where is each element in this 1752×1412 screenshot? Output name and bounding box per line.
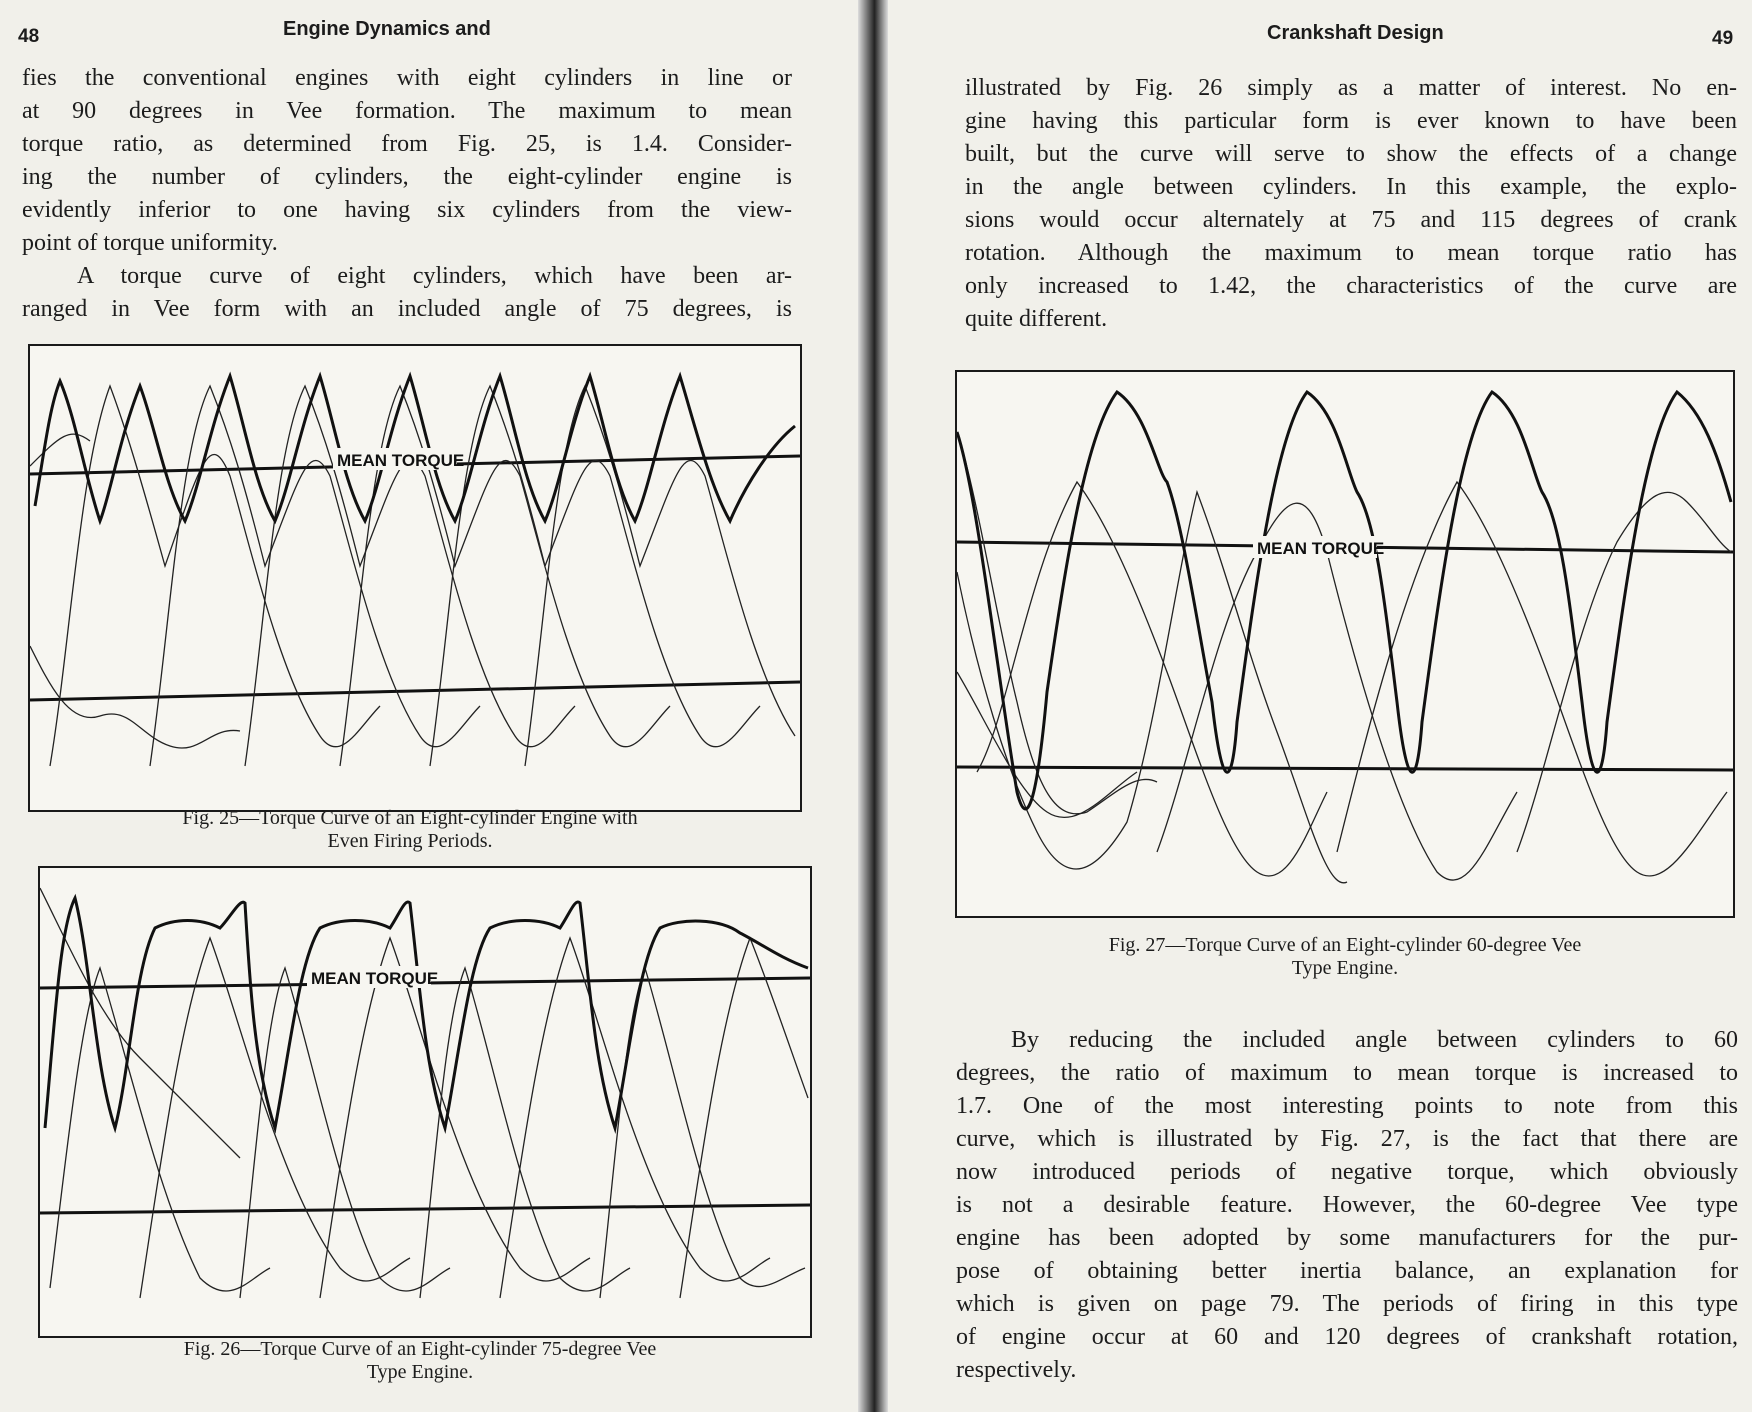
figure-25-torque-curve — [28, 344, 802, 812]
caption-line: Fig. 25—Torque Curve of an Eight-cylinder Engine with — [182, 807, 638, 829]
mean-torque-label: MEAN TORQUE — [311, 969, 439, 988]
text-line: By reducing the included angle between cylinders to 60 — [1011, 1027, 1738, 1053]
right-page — [880, 0, 1752, 1412]
figure-27-torque-curve — [955, 370, 1735, 918]
figure-26-torque-curve — [38, 866, 812, 1338]
left-page — [0, 0, 870, 1412]
caption-line: Fig. 27—Torque Curve of an Eight-cylinder 60-degree Vee — [1108, 934, 1582, 956]
text-line: in the angle between cylinders. In this example, the explo- — [965, 174, 1737, 200]
caption-line: Type Engine. — [366, 1361, 474, 1383]
text-line: only increased to 1.42, the characteristics of the curve are — [965, 273, 1737, 299]
text-line: 1.7. One of the most interesting points to note from this — [956, 1093, 1738, 1119]
text-line: built, but the curve will serve to show the effects of a change — [965, 141, 1737, 167]
page-number: 49 — [1712, 28, 1734, 49]
torque-curve-plot — [957, 372, 1733, 916]
text-line: now introduced periods of negative torque, which obviously — [956, 1159, 1738, 1185]
torque-curve-plot — [40, 868, 810, 1336]
mean-torque-label: MEAN TORQUE — [337, 451, 465, 470]
text-line: illustrated by Fig. 26 simply as a matter of interest. No en- — [965, 75, 1737, 101]
paragraph — [965, 72, 1737, 336]
text-line: fies the conventional engines with eight cylinders in line or — [22, 65, 792, 91]
text-line: which is given on page 79. The periods of firing in this type — [956, 1291, 1738, 1317]
page-number: 48 — [18, 26, 40, 47]
running-head: Engine Dynamics and — [283, 18, 491, 40]
text-line: degrees, the ratio of maximum to mean torque is increased to — [956, 1060, 1738, 1086]
text-line: ing the number of cylinders, the eight-cylinder engine is — [22, 164, 792, 190]
running-head: Crankshaft Design — [1267, 22, 1444, 44]
text-line: evidently inferior to one having six cylinders from the view- — [22, 197, 792, 223]
resultant-torque-curve — [45, 898, 808, 1128]
zero-line — [957, 767, 1733, 770]
text-line: ranged in Vee form with an included angle of 75 degrees, is — [22, 296, 792, 322]
text-line: point of torque uniformity. — [22, 230, 278, 256]
text-line: rotation. Although the maximum to mean torque ratio has — [965, 240, 1737, 266]
caption-line: Fig. 26—Torque Curve of an Eight-cylinder 75-degree Vee — [183, 1338, 657, 1360]
figure-26-caption — [80, 1338, 760, 1384]
caption-line: Type Engine. — [1291, 957, 1399, 979]
zero-line — [30, 682, 800, 700]
paragraph — [22, 62, 792, 326]
text-line: respectively. — [956, 1357, 1077, 1383]
text-line: at 90 degrees in Vee formation. The maximum to mean — [22, 98, 792, 124]
text-line: of engine occur at 60 and 120 degrees of crankshaft rotation, — [956, 1324, 1738, 1350]
text-line: pose of obtaining better inertia balance, an explanation for — [956, 1258, 1738, 1284]
text-line: sions would occur alternately at 75 and 115 degrees of crank — [965, 207, 1737, 233]
text-line: is not a desirable feature. However, the 60-degree Vee type — [956, 1192, 1738, 1218]
caption-line: Even Firing Periods. — [327, 830, 493, 852]
text-line: engine has been adopted by some manufacturers for the pur- — [956, 1225, 1738, 1251]
figure-27-caption — [1000, 934, 1690, 980]
text-line: torque ratio, as determined from Fig. 25, is 1.4. Consider- — [22, 131, 792, 157]
torque-curve-plot — [30, 346, 800, 810]
resultant-torque-curve — [957, 392, 1731, 809]
figure-25-caption — [80, 807, 740, 853]
text-line: quite different. — [965, 306, 1108, 332]
paragraph — [956, 1024, 1738, 1387]
text-line: gine having this particular form is ever known to have been — [965, 108, 1737, 134]
mean-torque-label: MEAN TORQUE — [1257, 539, 1385, 558]
text-line: A torque curve of eight cylinders, which have been ar- — [77, 263, 792, 289]
text-line: curve, which is illustrated by Fig. 27, is the fact that there are — [956, 1126, 1738, 1152]
